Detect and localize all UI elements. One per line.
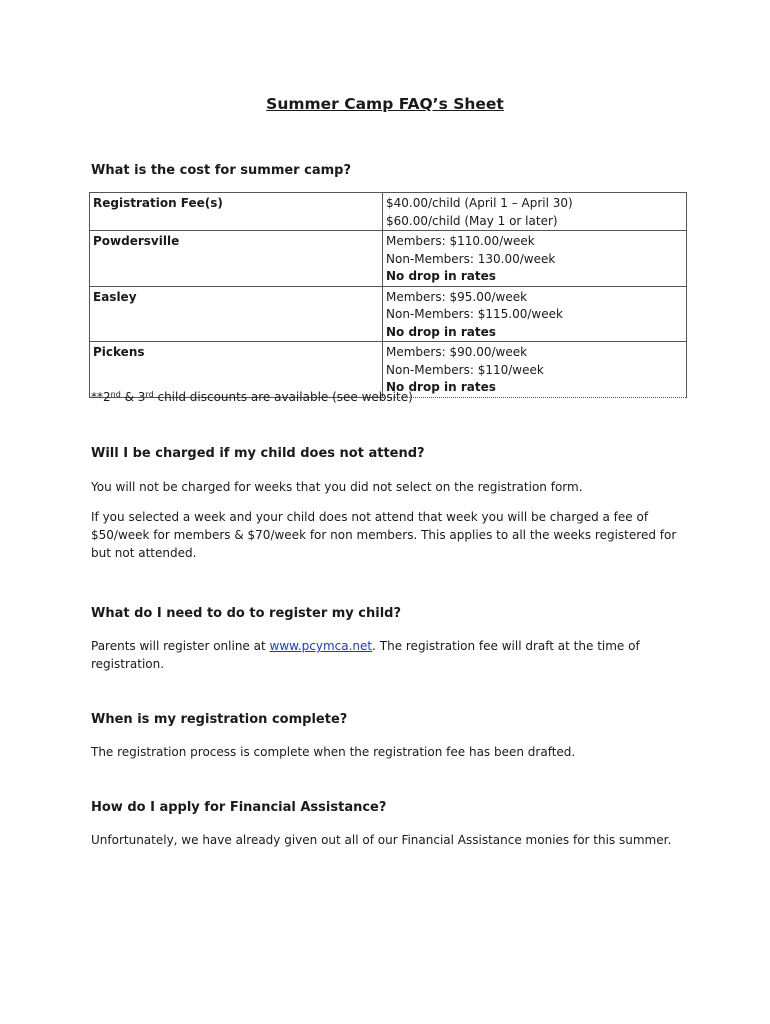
fee-label-registration: Registration Fee(s) bbox=[90, 193, 383, 231]
website-link[interactable]: www.pcymca.net bbox=[269, 639, 373, 653]
fee-value-registration bbox=[383, 193, 687, 231]
fee-label-pickens: Pickens bbox=[90, 342, 383, 398]
question-complete-heading: When is my registration complete? bbox=[91, 712, 348, 727]
fee-label-powdersville: Powdersville bbox=[90, 231, 383, 287]
fee-line: Members: $110.00/week bbox=[386, 234, 535, 248]
fee-table bbox=[89, 192, 687, 398]
answer-charge-para-1: You will not be charged for weeks that you did not select on the registration form. bbox=[91, 480, 583, 494]
table-row bbox=[90, 231, 687, 287]
table-row bbox=[90, 286, 687, 342]
fee-note: No drop in rates bbox=[386, 269, 496, 283]
question-assistance-heading: How do I apply for Financial Assistance? bbox=[91, 800, 387, 815]
answer-charge-para-2: If you selected a week and your child does not attend that week you will be charged a fee of $50/week for members & $70/week for non members. This applies to all the weeks registered for but not attended. bbox=[91, 510, 677, 560]
question-register-heading: What do I need to do to register my child? bbox=[91, 606, 402, 621]
answer-register-para: Parents will register online at www.pcymca.net. The registration fee will draft at the time of registration. bbox=[91, 639, 640, 671]
fee-line: Non-Members: $115.00/week bbox=[386, 307, 563, 321]
answer-complete-para: The registration process is complete when the registration fee has been drafted. bbox=[91, 745, 576, 759]
fee-value-easley bbox=[383, 286, 687, 342]
table-row bbox=[90, 193, 687, 231]
question-charge-heading: Will I be charged if my child does not attend? bbox=[91, 446, 425, 461]
discount-note: **2nd & 3rd child discounts are available (see website) bbox=[91, 390, 413, 404]
fee-note: No drop in rates bbox=[386, 380, 496, 394]
fee-line: Non-Members: 130.00/week bbox=[386, 251, 556, 266]
fee-line: Members: $90.00/week bbox=[386, 345, 528, 359]
fee-label-easley: Easley bbox=[90, 286, 383, 342]
fee-line: $60.00/child (May 1 or later) bbox=[386, 213, 558, 228]
answer-assistance-para: Unfortunately, we have already given out all of our Financial Assistance monies for this summer. bbox=[91, 833, 672, 847]
table-row bbox=[90, 342, 687, 398]
question-cost-heading: What is the cost for summer camp? bbox=[91, 163, 351, 178]
fee-value-powdersville bbox=[383, 231, 687, 287]
fee-note: No drop in rates bbox=[386, 324, 496, 339]
fee-value-pickens bbox=[383, 342, 687, 398]
fee-line: $40.00/child (April 1 – April 30) bbox=[386, 196, 573, 210]
fee-line: Members: $95.00/week bbox=[386, 289, 528, 304]
page-title: Summer Camp FAQ’s Sheet bbox=[266, 95, 504, 113]
fee-line: Non-Members: $110/week bbox=[386, 362, 544, 377]
